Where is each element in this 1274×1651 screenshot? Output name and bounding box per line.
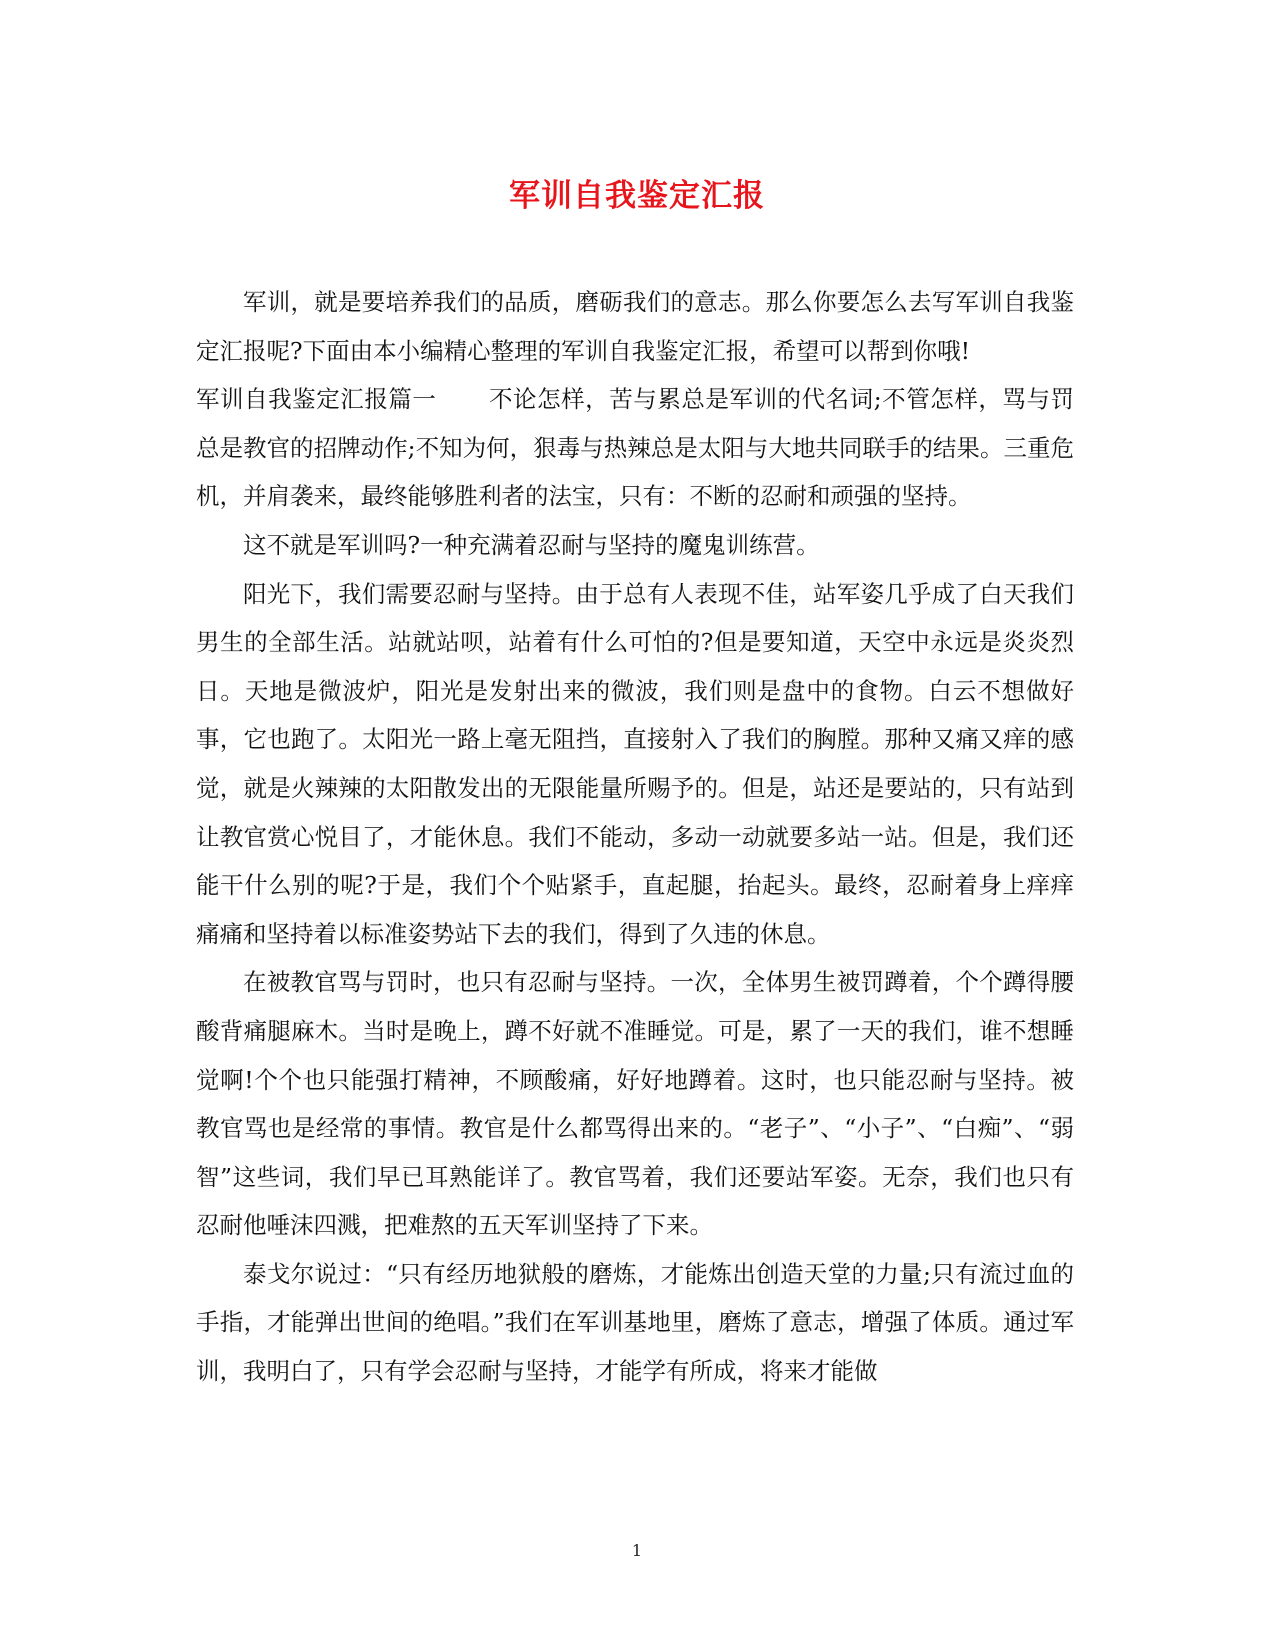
section-first-text: 不论怎样，苦与累总是军训的代名词;不管怎样，骂与罚总是教官的招牌动作;不知为何，狠毒与热辣总是太阳与大地共同联手的结果。三重危机，并肩袭来，最终能够胜利者的法宝，只有：不断的忍耐和顽强的坚持。	[196, 385, 1074, 511]
intro-paragraph	[196, 278, 1074, 521]
paragraph: 在被教官骂与罚时，也只有忍耐与坚持。一次，全体男生被罚蹲着，个个蹲得腰酸背痛腿麻木。当时是晚上，蹲不好就不准睡觉。可是，累了一天的我们，谁不想睡觉啊!个个也只能强打精神，不顾酸痛，好好地蹲着。这时，也只能忍耐与坚持。被教官骂也是经常的事情。教官是什么都骂得出来的。“老子”、“小子”、“白痴”、“弱智”这些词，我们早已耳熟能详了。教官骂着，我们还要站军姿。无奈，我们也只有忍耐他唾沫四溅，把难熬的五天军训坚持了下来。	[196, 968, 1074, 1240]
paragraph: 阳光下，我们需要忍耐与坚持。由于总有人表现不佳，站军姿几乎成了白天我们男生的全部生活。站就站呗，站着有什么可怕的?但是要知道，天空中永远是炎炎烈日。天地是微波炉，阳光是发射出来的微波，我们则是盘中的食物。白云不想做好事，它也跑了。太阳光一路上毫无阻挡，直接射入了我们的胸膛。那种又痛又痒的感觉，就是火辣辣的太阳散发出的无限能量所赐予的。但是，站还是要站的，只有站到让教官赏心悦目了，才能休息。我们不能动，多动一动就要多站一站。但是，我们还能干什么别的呢?于是，我们个个贴紧手，直起腿，抬起头。最终，忍耐着身上痒痒痛痛和坚持着以标准姿势站下去的我们，得到了久违的休息。	[196, 579, 1074, 948]
section-heading: 军训自我鉴定汇报篇一	[196, 385, 437, 414]
paragraph: 这不就是军训吗?一种充满着忍耐与坚持的魔鬼训练营。	[243, 530, 820, 559]
document-body	[196, 278, 1074, 1396]
paragraph: 泰戈尔说过：“只有经历地狱般的磨炼，才能炼出创造天堂的力量;只有流过血的手指，才能弹出世间的绝唱。”我们在军训基地里，磨炼了意志，增强了体质。通过军训，我明白了，只有学会忍耐与坚持，才能学有所成，将来才能做	[196, 1259, 1074, 1386]
document-title: 军训自我鉴定汇报	[509, 178, 765, 214]
intro-text: 军训，就是要培养我们的品质，磨砺我们的意志。那么你要怎么去写军训自我鉴定汇报呢?下面由本小编精心整理的军训自我鉴定汇报，希望可以帮到你哦!	[196, 288, 1074, 365]
page-number: 1	[631, 1541, 643, 1560]
